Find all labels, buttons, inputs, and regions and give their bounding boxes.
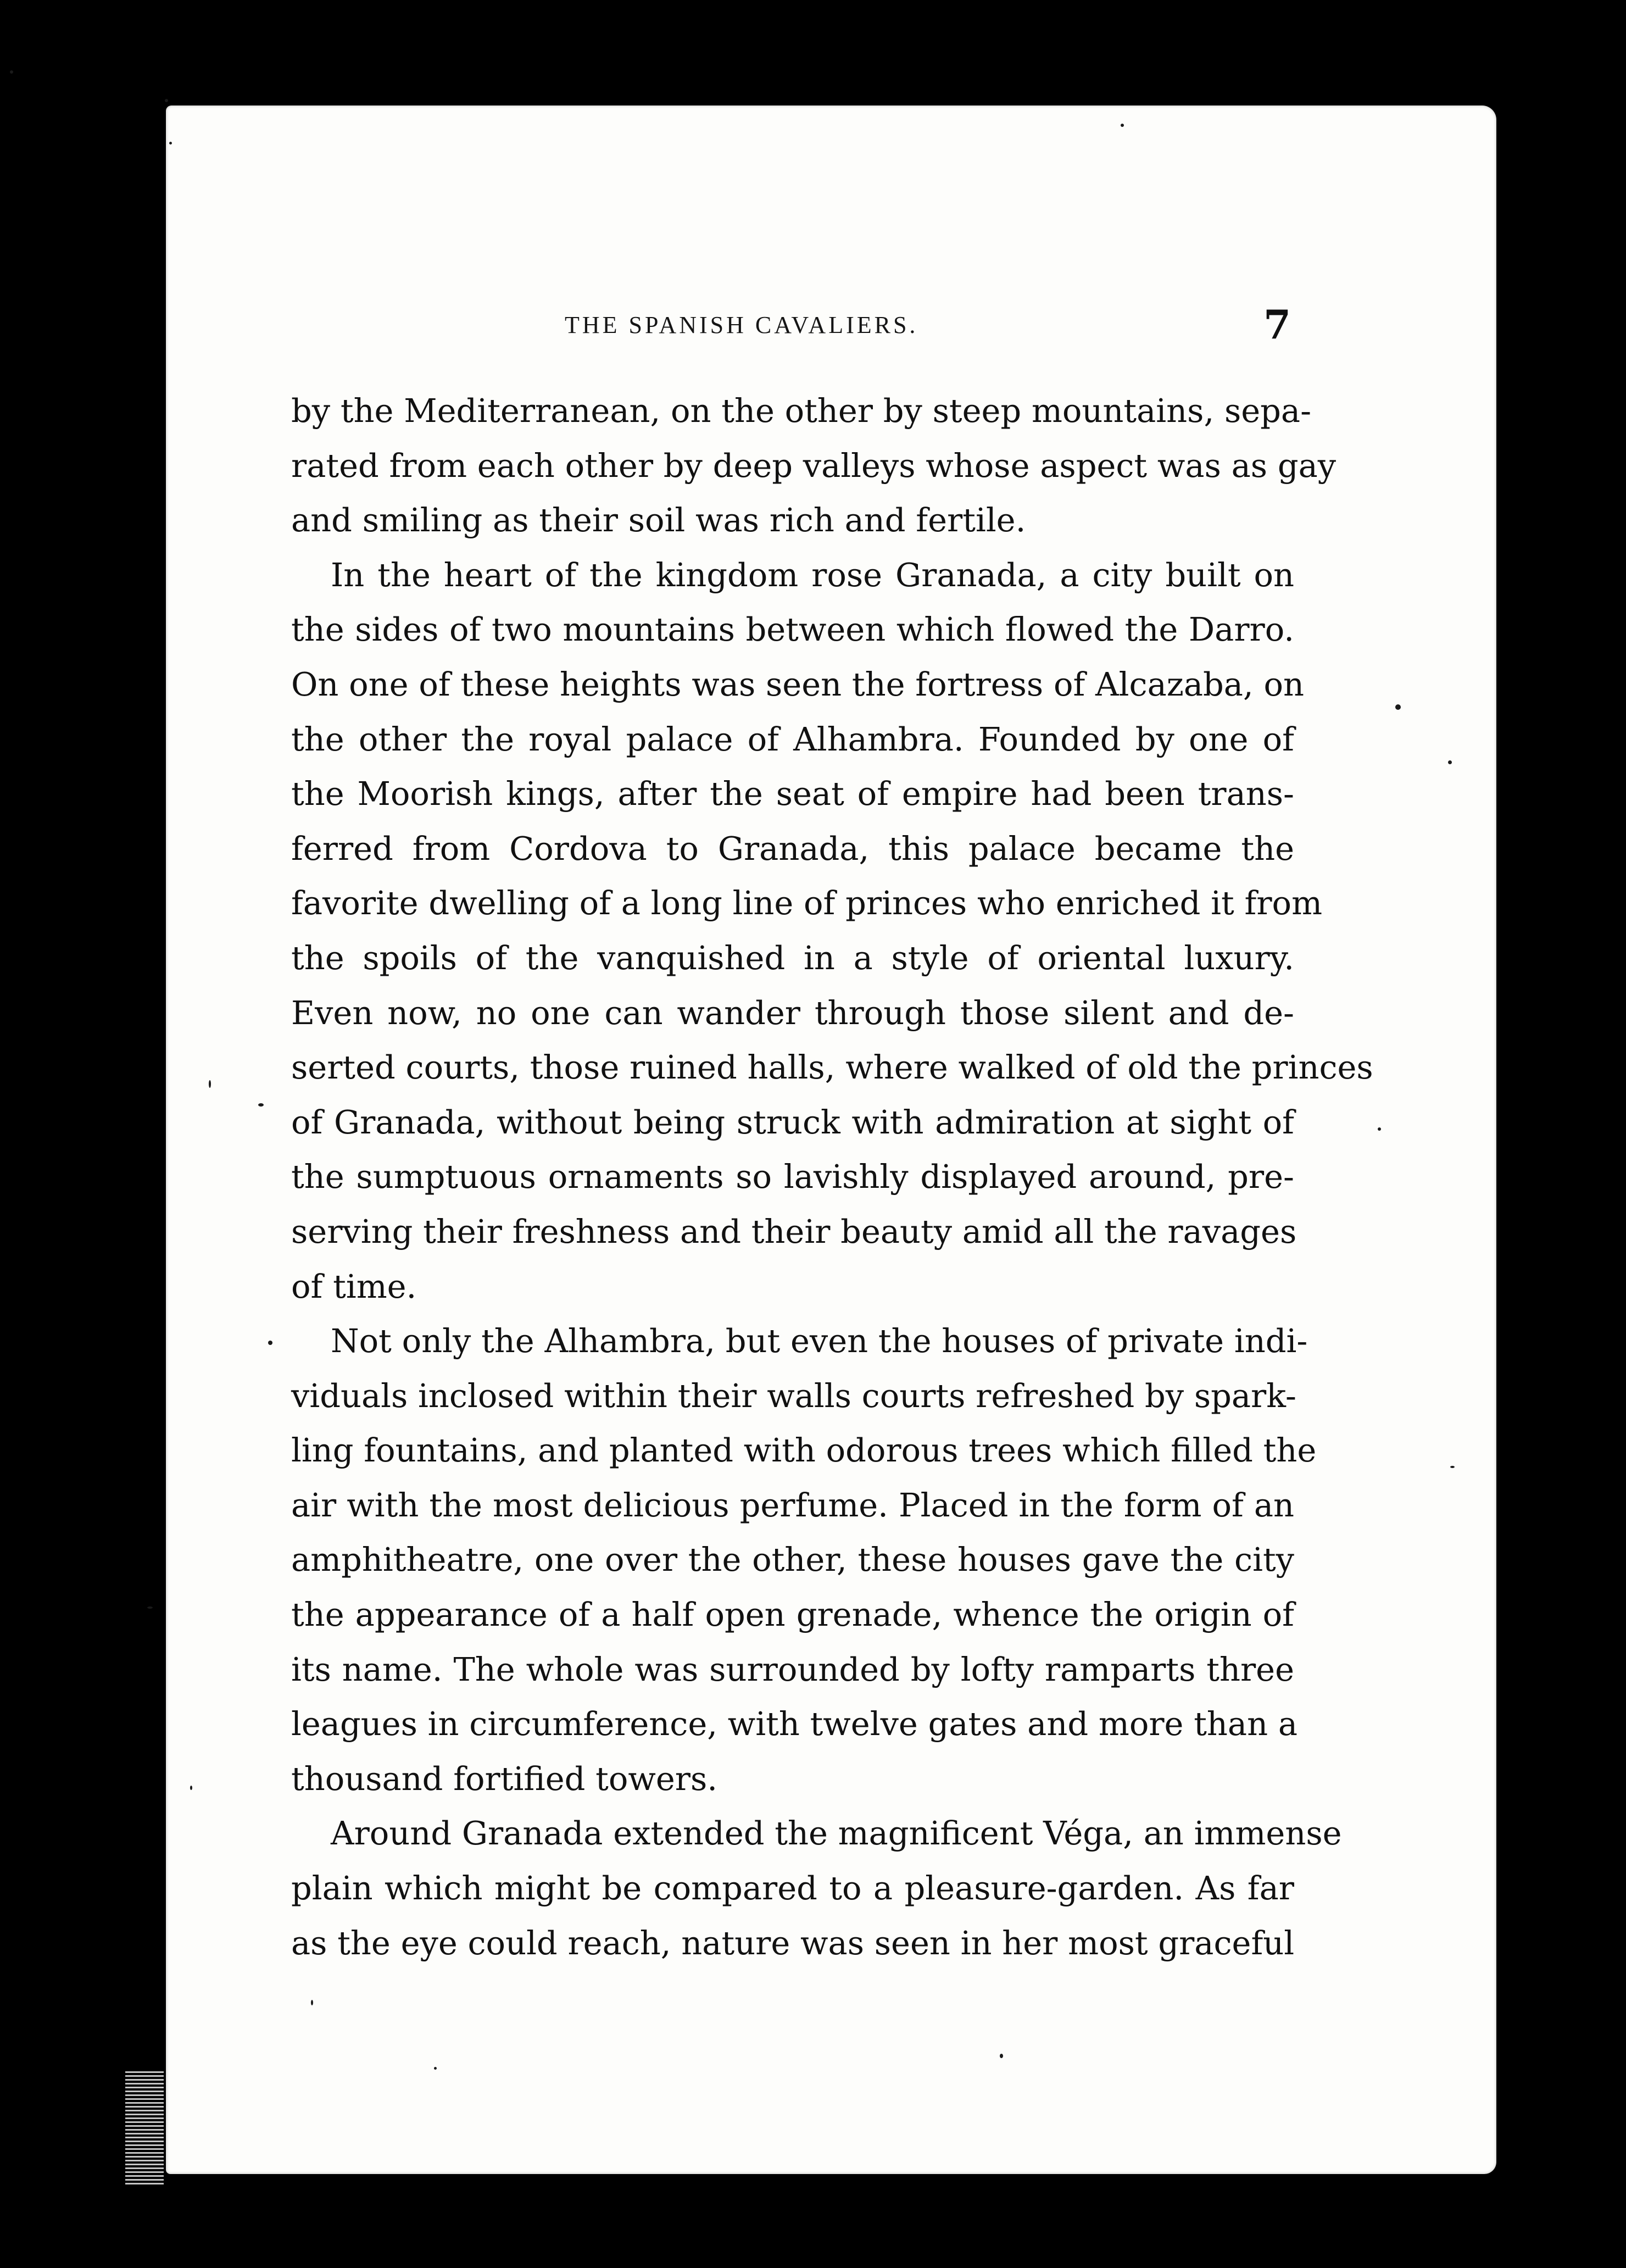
- text-line: its name. The whole was surrounded by lofty ramparts three: [291, 1650, 1294, 1688]
- speck: [190, 1786, 192, 1790]
- text-line: of Granada, without being struck with admiration at sight of: [291, 1103, 1294, 1141]
- text-line: ferred from Cordova to Granada, this palace became the: [291, 829, 1294, 868]
- page-number: 7: [1263, 301, 1291, 348]
- speck: [311, 2000, 313, 2005]
- body-text: [291, 383, 1373, 1970]
- speck: [1378, 1127, 1381, 1131]
- speck: [1121, 124, 1124, 127]
- text-line: as the eye could reach, nature was seen in her most graceful: [291, 1924, 1295, 1962]
- speck: [268, 1341, 272, 1345]
- text-line: the other the royal palace of Alhambra. Founded by one of: [291, 720, 1294, 758]
- speck: [434, 2067, 437, 2070]
- text-line: thousand fortified towers.: [291, 1759, 718, 1798]
- text-line: Around Granada extended the magnificent Véga, an immense: [331, 1814, 1342, 1853]
- speck: [147, 1606, 153, 1609]
- speck: [165, 99, 168, 102]
- text-line: of time.: [291, 1267, 417, 1305]
- text-line: serving their freshness and their beauty amid all the ravages: [291, 1212, 1297, 1250]
- running-head: THE SPANISH CAVALIERS.: [565, 312, 918, 338]
- text-line: favorite dwelling of a long line of princes who enriched it from: [291, 884, 1323, 922]
- speck: [1448, 760, 1452, 764]
- text-line: and smiling as their soil was rich and fertile.: [291, 501, 1026, 540]
- speck: [1000, 2054, 1003, 2058]
- speck: [1450, 1466, 1455, 1468]
- speck: [1395, 704, 1401, 710]
- text-line: In the heart of the kingdom rose Granada, a city built on: [331, 555, 1294, 594]
- text-line: leagues in circumference, with twelve gates and more than a: [291, 1705, 1298, 1743]
- text-line: plain which might be compared to a pleasure-garden. As far: [291, 1869, 1294, 1908]
- text-line: the appearance of a half open grenade, whence the origin of: [291, 1596, 1294, 1634]
- scan-edge-noise: [125, 2071, 164, 2187]
- text-line: Not only the Alhambra, but even the houses of private indi-: [331, 1322, 1308, 1360]
- speck: [169, 142, 172, 144]
- text-line: the sides of two mountains between which flowed the Darro.: [291, 610, 1294, 649]
- text-line: Even now, no one can wander through those silent and de-: [291, 993, 1294, 1032]
- text-line: the sumptuous ornaments so lavishly displayed around, pre-: [291, 1158, 1294, 1196]
- text-line: by the Mediterranean, on the other by steep mountains, sepa-: [291, 392, 1312, 430]
- text-line: the spoils of the vanquished in a style of oriental luxury.: [291, 938, 1294, 977]
- text-line: the Moorish kings, after the seat of empire had been trans-: [291, 775, 1294, 813]
- text-line: amphitheatre, one over the other, these houses gave the city: [291, 1541, 1294, 1579]
- text-line: On one of these heights was seen the fortress of Alcazaba, on: [291, 665, 1304, 703]
- text-line: serted courts, those ruined halls, where walked of old the princes: [291, 1048, 1373, 1087]
- speck: [209, 1080, 211, 1088]
- text-line: rated from each other by deep valleys whose aspect was as gay: [291, 446, 1337, 485]
- speck: [258, 1103, 264, 1107]
- speck: [10, 70, 13, 74]
- text-line: viduals inclosed within their walls courts refreshed by spark-: [291, 1376, 1296, 1415]
- text-line: ling fountains, and planted with odorous trees which filled the: [291, 1431, 1317, 1470]
- text-line: air with the most delicious perfume. Placed in the form of an: [291, 1486, 1294, 1524]
